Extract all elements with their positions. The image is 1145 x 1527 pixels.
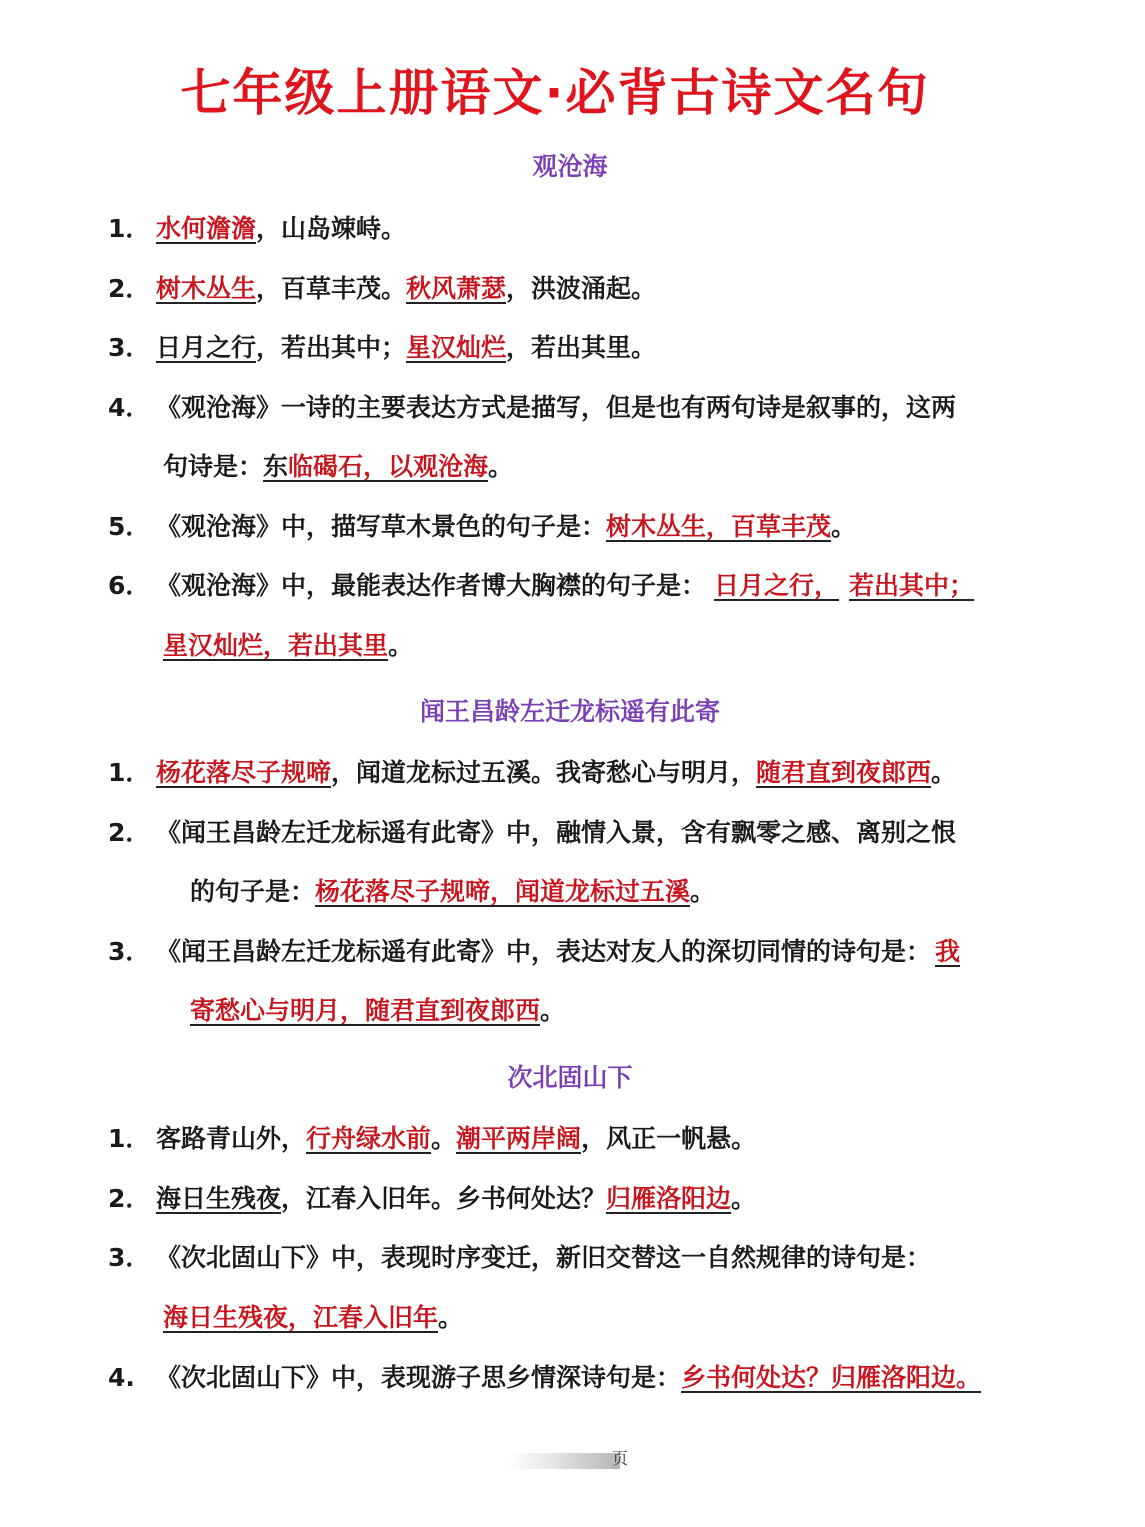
item-number: 2． [108,1184,151,1213]
item-text: 《次北固山下》中，表现时序变迁，新旧交替这一自然规律的诗句是： [156,1243,932,1272]
answer-text: 潮平两岸阔 [456,1124,582,1153]
item-number: 3． [108,937,151,966]
list-item-continuation [163,1298,463,1338]
section-heading-ci-bei-gu-shan-xia: 次北固山下 [507,1063,633,1092]
answer-text: 若出其中； [849,571,975,600]
list-item [108,388,956,428]
answer-text: 杨花落尽子规啼 [156,758,332,787]
answer-text: 寄愁心与明月，随君直到夜郎西 [190,996,541,1025]
list-item [108,932,960,972]
item-number: 4. [108,1363,135,1392]
answer-text: 我 [935,937,961,966]
list-item-continuation [163,447,513,487]
answer-text: 随君直到夜郎西 [756,758,932,787]
answer-text: 海日生残夜，江春入旧年 [163,1303,439,1332]
item-text: ，若出其里。 [506,333,657,362]
answer-text: 行舟绿水前 [306,1124,432,1153]
item-number: 1． [108,214,151,243]
item-number: 3． [108,1243,151,1272]
list-item [108,566,974,606]
list-item-continuation [163,626,413,666]
section-heading-guan-cang-hai: 观沧海 [532,152,608,181]
item-text: 《闻王昌龄左迁龙标遥有此寄》中，表达对友人的深切同情的诗句是： [156,937,932,966]
list-item [108,1358,981,1398]
item-number: 6． [108,571,151,600]
list-item [108,328,656,368]
list-item [108,507,856,547]
underlined-text: 海日生残夜 [156,1184,282,1213]
footer-fade-bar [508,1453,620,1469]
footer-page-label: 页 [612,1449,629,1468]
item-number: 3． [108,333,151,362]
item-text: 。 [931,758,957,787]
answer-text: 树木丛生 [156,274,257,303]
answer-text: 星汉灿烂 [406,333,507,362]
list-item [108,813,956,853]
list-item [108,269,656,309]
list-item [108,209,406,249]
item-text: ，百草丰茂。 [256,274,407,303]
item-text: ，山岛竦峙。 [256,214,407,243]
item-text: 《次北固山下》中，表现游子思乡情深诗句是： [156,1363,682,1392]
item-text: 。 [540,996,566,1025]
list-item-continuation [190,991,565,1031]
answer-text: 水何澹澹 [156,214,257,243]
item-text: 《观沧海》一诗的主要表达方式是描写，但是也有两句诗是叙事的，这两 [156,393,957,422]
item-text: 。 [731,1184,757,1213]
item-number: 1． [108,1124,151,1153]
item-text: 《闻王昌龄左迁龙标遥有此寄》中，融情入景，含有飘零之感、离别之恨 [156,818,957,847]
list-item [108,753,956,793]
item-text: 。 [488,452,514,481]
item-text: ，风正一帆悬。 [581,1124,757,1153]
item-text: ，闻道龙标过五溪。我寄愁心与明月， [331,758,757,787]
item-text: 客路青山外， [156,1124,307,1153]
item-text: 。 [438,1303,464,1332]
item-text: 的句子是： [190,877,316,906]
item-text: 。 [388,631,414,660]
item-text: ，若出其中； [256,333,407,362]
item-text: ，洪波涌起。 [506,274,657,303]
item-number: 5． [108,512,151,541]
item-text: 。 [431,1124,457,1153]
item-number: 2． [108,818,151,847]
item-text: 句诗是： [163,452,264,481]
item-number: 2． [108,274,151,303]
answer-text: 日月之行， [714,571,840,600]
answer-text: 乡书何处达？归雁洛阳边。 [681,1363,982,1392]
item-number: 4． [108,393,151,422]
page-title: 七年级上册语文·必背古诗文名句 [180,64,930,122]
answer-text: 杨花落尽子规啼，闻道龙标过五溪 [315,877,691,906]
underlined-text: 日月之行 [156,333,257,362]
list-item [108,1238,931,1278]
list-item [108,1179,756,1219]
item-number: 1． [108,758,151,787]
underlined-text: 东 [263,452,289,481]
item-text: 《观沧海》中，描写草木景色的句子是： [156,512,607,541]
section-heading-wen-wang-chang-ling: 闻王昌龄左迁龙标遥有此寄 [419,697,720,726]
item-text: 。 [831,512,857,541]
list-item [108,1119,756,1159]
list-item-continuation [190,872,715,912]
item-text: 《观沧海》中，最能表达作者博大胸襟的句子是： [156,571,707,600]
answer-text: 星汉灿烂，若出其里 [163,631,389,660]
item-text: ，江春入旧年。乡书何处达？ [281,1184,607,1213]
answer-text: 秋风萧瑟 [406,274,507,303]
item-text: 。 [690,877,716,906]
answer-text: 归雁洛阳边 [606,1184,732,1213]
answer-text: 树木丛生，百草丰茂 [606,512,832,541]
answer-text: 临碣石，以观沧海 [288,452,489,481]
